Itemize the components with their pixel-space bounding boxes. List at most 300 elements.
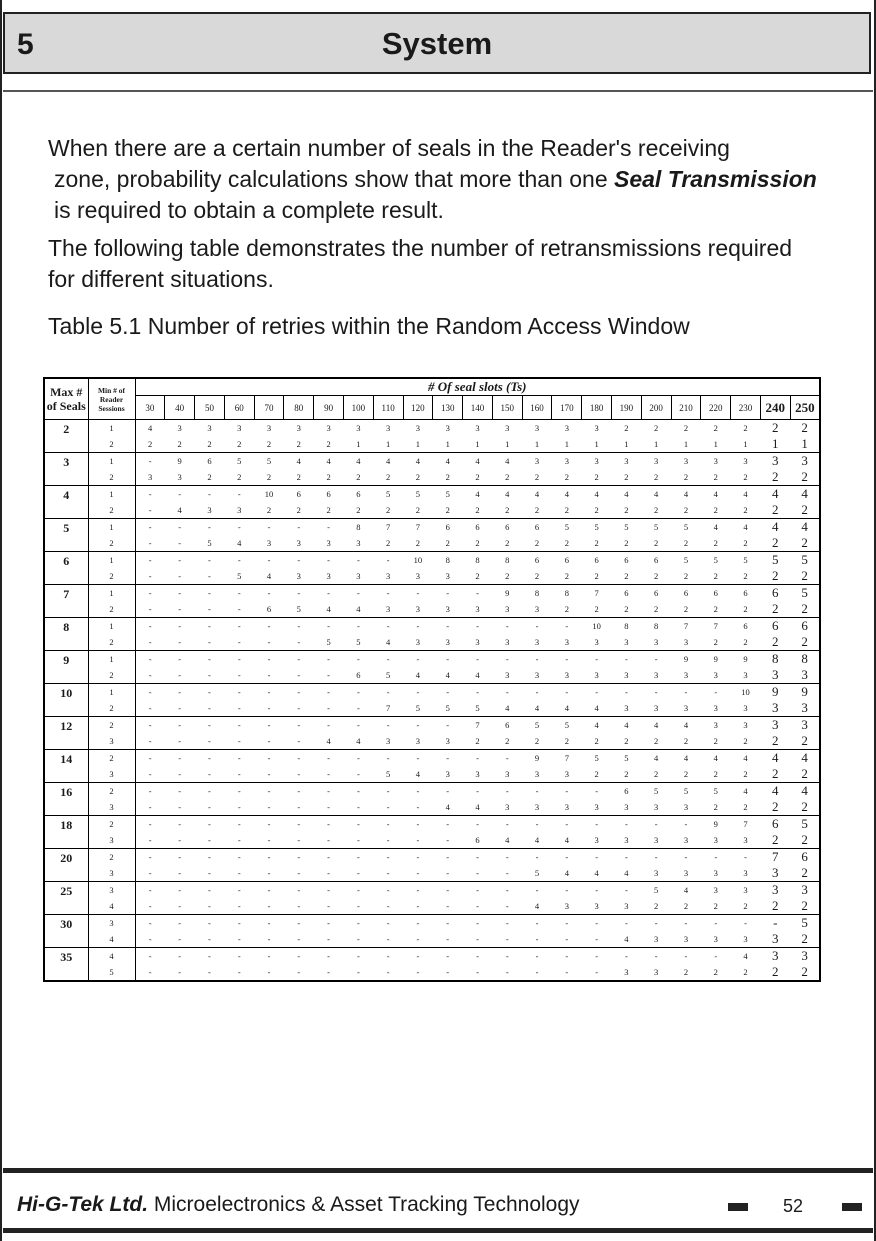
retries-cell: - bbox=[178, 538, 182, 548]
retries-cell: - bbox=[505, 967, 509, 977]
retries-cell: 3 bbox=[701, 453, 731, 470]
retries-cell: - bbox=[446, 967, 450, 977]
retries-cell: 2 bbox=[772, 568, 779, 583]
retries-cell: 5 bbox=[326, 637, 331, 647]
retries-cell: 3 bbox=[373, 420, 403, 437]
retries-cell: 3 bbox=[195, 420, 225, 437]
retries-cell: 3 bbox=[415, 736, 421, 746]
retries-cell: - bbox=[224, 882, 254, 899]
retries-cell: 5 bbox=[534, 868, 540, 878]
slot-header-220: 220 bbox=[701, 396, 731, 420]
retries-cell: 1 bbox=[683, 439, 689, 449]
retries-cell: 2 bbox=[534, 505, 540, 515]
retries-cell: 2 bbox=[743, 571, 748, 581]
retries-cell: 4 bbox=[522, 486, 552, 503]
retries-cell: - bbox=[492, 750, 522, 767]
retries-cell: 5 bbox=[237, 571, 242, 581]
retries-cell: - bbox=[224, 915, 254, 932]
retries-cell: 2 bbox=[624, 472, 629, 482]
retries-cell: 2 bbox=[683, 901, 689, 911]
retries-cell: - bbox=[297, 835, 301, 845]
retries-cell: - bbox=[267, 637, 271, 647]
retries-cell: 3 bbox=[505, 670, 510, 680]
retries-cell: - bbox=[314, 717, 344, 734]
retries-cell: - bbox=[224, 717, 254, 734]
max-seals-cell: 16 bbox=[44, 783, 88, 816]
retries-cell: 2 bbox=[772, 502, 779, 517]
retries-cell: - bbox=[373, 552, 403, 569]
retries-cell: - bbox=[224, 519, 254, 536]
retries-cell: 2 bbox=[701, 420, 731, 437]
retries-cell: - bbox=[492, 882, 522, 899]
retries-cell: 2 bbox=[624, 571, 629, 581]
retries-cell: 2 bbox=[683, 505, 689, 515]
max-seals-cell: 8 bbox=[44, 618, 88, 651]
retries-cell: - bbox=[178, 967, 182, 977]
retries-cell: 3 bbox=[654, 670, 659, 680]
retries-cell: - bbox=[671, 849, 701, 866]
retries-cell: 5 bbox=[552, 717, 582, 734]
retries-cell: 2 bbox=[654, 901, 659, 911]
retries-cell: 2 bbox=[801, 931, 808, 946]
retries-cell: - bbox=[224, 849, 254, 866]
retries-cell: 3 bbox=[356, 538, 361, 548]
retries-cell: 4 bbox=[731, 750, 761, 767]
retries-cell: 6 bbox=[522, 519, 552, 536]
retries-cell: 3 bbox=[594, 637, 599, 647]
retries-cell: 2 bbox=[594, 736, 599, 746]
retries-cell: 8 bbox=[641, 618, 671, 635]
retries-cell: - bbox=[237, 703, 241, 713]
retries-cell: 7 bbox=[701, 618, 731, 635]
retries-cell: - bbox=[386, 868, 390, 878]
retries-cell: - bbox=[135, 948, 165, 965]
retries-cell: 3 bbox=[760, 453, 790, 470]
slot-header-100: 100 bbox=[343, 396, 373, 420]
table-row bbox=[44, 816, 820, 833]
retries-cell: - bbox=[505, 901, 509, 911]
retries-cell: 2 bbox=[713, 604, 718, 614]
retries-cell: 3 bbox=[683, 637, 689, 647]
retries-cell: - bbox=[254, 816, 284, 833]
retries-cell: 8 bbox=[790, 651, 820, 668]
retries-cell: 3 bbox=[772, 667, 779, 682]
retries-cell: 2 bbox=[296, 472, 301, 482]
retries-cell: 3 bbox=[403, 420, 433, 437]
retries-cell: - bbox=[327, 835, 330, 845]
table-row bbox=[44, 684, 820, 701]
min-sessions-cell: 2 bbox=[88, 568, 135, 585]
retries-cell: 2 bbox=[326, 472, 331, 482]
retries-cell: - bbox=[446, 835, 450, 845]
retries-cell: 2 bbox=[534, 472, 540, 482]
retries-cell: 2 bbox=[713, 571, 718, 581]
retries-cell: - bbox=[373, 783, 403, 800]
retries-cell: 2 bbox=[772, 634, 779, 649]
retries-cell: - bbox=[582, 948, 612, 965]
retries-cell: 2 bbox=[683, 571, 689, 581]
retries-cell: 2 bbox=[671, 420, 701, 437]
retries-cell: - bbox=[135, 618, 165, 635]
footer-divider-bottom bbox=[3, 1228, 873, 1233]
retries-cell: 4 bbox=[671, 750, 701, 767]
retries-cell: - bbox=[254, 915, 284, 932]
retries-cell: 1 bbox=[624, 439, 629, 449]
max-seals-cell: 2 bbox=[44, 420, 88, 453]
table-row bbox=[44, 585, 820, 602]
retries-cell: - bbox=[552, 783, 582, 800]
slot-header-120: 120 bbox=[403, 396, 433, 420]
retries-cell: - bbox=[135, 684, 165, 701]
retries-cell: 2 bbox=[612, 420, 642, 437]
retries-cell: - bbox=[135, 783, 165, 800]
retries-cell: 3 bbox=[790, 882, 820, 899]
min-sessions-cell: 1 bbox=[88, 651, 135, 668]
retries-cell: - bbox=[237, 637, 241, 647]
retries-cell: - bbox=[327, 967, 330, 977]
retries-cell: - bbox=[522, 948, 552, 965]
retries-cell: 2 bbox=[534, 538, 540, 548]
retries-cell: 6 bbox=[641, 585, 671, 602]
retries-cell: 3 bbox=[534, 670, 540, 680]
retries-cell: 6 bbox=[612, 585, 642, 602]
retries-cell: 4 bbox=[534, 901, 540, 911]
chapter-header bbox=[3, 12, 871, 74]
retries-cell: - bbox=[671, 684, 701, 701]
retries-cell: - bbox=[297, 802, 301, 812]
retries-cell: 3 bbox=[492, 420, 522, 437]
retries-cell: 3 bbox=[654, 967, 659, 977]
retries-cell: - bbox=[208, 736, 211, 746]
retries-cell: - bbox=[701, 849, 731, 866]
retries-cell: - bbox=[343, 552, 373, 569]
retries-cell: 8 bbox=[343, 519, 373, 536]
retries-cell: - bbox=[254, 717, 284, 734]
header-min-sessions: Min # of Reader Sessions bbox=[88, 378, 135, 420]
retries-cell: 2 bbox=[386, 538, 391, 548]
retries-cell: 3 bbox=[534, 802, 540, 812]
retries-cell: - bbox=[195, 585, 225, 602]
table-row bbox=[44, 519, 820, 536]
footer-text bbox=[17, 1193, 580, 1217]
max-seals-cell: 5 bbox=[44, 519, 88, 552]
retries-cell: 2 bbox=[654, 736, 659, 746]
retries-cell: 2 bbox=[801, 964, 808, 979]
min-sessions-cell: 2 bbox=[88, 634, 135, 651]
retries-cell: - bbox=[416, 934, 420, 944]
retries-cell: 3 bbox=[790, 453, 820, 470]
retries-cell: 1 bbox=[386, 439, 391, 449]
retries-cell: 2 bbox=[326, 505, 331, 515]
retries-cell: - bbox=[463, 849, 493, 866]
retries-cell: - bbox=[224, 651, 254, 668]
retries-cell: 4 bbox=[415, 769, 421, 779]
retries-cell: - bbox=[492, 783, 522, 800]
retries-cell: 3 bbox=[624, 835, 629, 845]
retries-cell: 2 bbox=[266, 472, 272, 482]
retries-cell: - bbox=[446, 934, 450, 944]
min-sessions-cell: 2 bbox=[88, 601, 135, 618]
retries-cell: - bbox=[165, 585, 195, 602]
retries-cell: 6 bbox=[760, 585, 790, 602]
retries-cell: - bbox=[522, 618, 552, 635]
retries-cell: 4 bbox=[135, 420, 165, 437]
retries-cell: - bbox=[165, 882, 195, 899]
retries-cell: - bbox=[535, 967, 539, 977]
retries-cell: 3 bbox=[654, 835, 659, 845]
retries-cell: - bbox=[135, 519, 165, 536]
retries-cell: 4 bbox=[731, 519, 761, 536]
min-sessions-cell: 3 bbox=[88, 882, 135, 899]
retries-cell: 2 bbox=[801, 766, 808, 781]
retries-cell: 3 bbox=[743, 934, 748, 944]
retries-cell: - bbox=[135, 816, 165, 833]
retries-cell: 3 bbox=[386, 736, 391, 746]
retries-cell: - bbox=[237, 868, 241, 878]
retries-cell: 4 bbox=[475, 670, 480, 680]
retries-cell: 3 bbox=[415, 571, 421, 581]
retries-cell: 3 bbox=[326, 538, 331, 548]
retries-cell: 5 bbox=[296, 604, 301, 614]
retries-cell: - bbox=[178, 703, 182, 713]
retries-cell: 2 bbox=[654, 571, 659, 581]
retries-cell: 2 bbox=[445, 505, 450, 515]
retries-cell: 2 bbox=[594, 538, 599, 548]
footer-dash-left bbox=[728, 1203, 748, 1211]
retries-cell: - bbox=[463, 882, 493, 899]
max-seals-cell: 14 bbox=[44, 750, 88, 783]
retries-cell: 3 bbox=[654, 802, 659, 812]
retries-cell: - bbox=[582, 783, 612, 800]
slot-header-50: 50 bbox=[195, 396, 225, 420]
table-row bbox=[44, 832, 820, 849]
retries-cell: 5 bbox=[790, 915, 820, 932]
retries-cell: 3 bbox=[654, 703, 659, 713]
retries-cell: - bbox=[552, 651, 582, 668]
retries-cell: 2 bbox=[641, 420, 671, 437]
retries-cell: 2 bbox=[356, 472, 361, 482]
retries-cell: - bbox=[373, 750, 403, 767]
retries-cell: - bbox=[297, 868, 301, 878]
retries-cell: 3 bbox=[594, 835, 599, 845]
retries-cell: 5 bbox=[790, 816, 820, 833]
retries-cell: 3 bbox=[445, 637, 450, 647]
retries-cell: - bbox=[224, 783, 254, 800]
retries-cell: 4 bbox=[731, 783, 761, 800]
table-row bbox=[44, 964, 820, 981]
retries-cell: 4 bbox=[534, 703, 540, 713]
retries-cell: 4 bbox=[701, 519, 731, 536]
footer-divider-top bbox=[3, 1168, 873, 1173]
retries-cell: - bbox=[373, 915, 403, 932]
retries-cell: - bbox=[148, 967, 152, 977]
retries-cell: 5 bbox=[386, 670, 391, 680]
retries-cell: 9 bbox=[522, 750, 552, 767]
retries-cell: 4 bbox=[564, 868, 569, 878]
retries-cell: - bbox=[178, 835, 182, 845]
retries-cell: 2 bbox=[713, 967, 718, 977]
slot-header-250: 250 bbox=[790, 396, 820, 420]
retries-cell: - bbox=[552, 948, 582, 965]
retries-cell: - bbox=[284, 882, 314, 899]
retries-cell: - bbox=[148, 901, 152, 911]
retries-cell: 2 bbox=[760, 420, 790, 437]
retries-cell: - bbox=[505, 934, 509, 944]
retries-cell: 3 bbox=[552, 420, 582, 437]
retries-cell: 5 bbox=[671, 783, 701, 800]
retries-cell: 3 bbox=[654, 868, 659, 878]
retries-cell: 2 bbox=[445, 538, 450, 548]
min-sessions-cell: 2 bbox=[88, 750, 135, 767]
retries-cell: - bbox=[373, 816, 403, 833]
retries-cell: 2 bbox=[207, 439, 212, 449]
retries-cell: 2 bbox=[564, 571, 569, 581]
retries-cell: - bbox=[208, 670, 211, 680]
retries-cell: - bbox=[148, 769, 152, 779]
retries-cell: - bbox=[237, 604, 241, 614]
retries-cell: - bbox=[314, 651, 344, 668]
retries-cell: 5 bbox=[612, 750, 642, 767]
retries-cell: 5 bbox=[403, 486, 433, 503]
retries-cell: 3 bbox=[564, 901, 569, 911]
retries-cell: 2 bbox=[594, 472, 599, 482]
retries-cell: - bbox=[314, 585, 344, 602]
retries-cell: - bbox=[195, 882, 225, 899]
retries-cell: - bbox=[284, 948, 314, 965]
retries-cell: 2 bbox=[564, 505, 569, 515]
retries-cell: 4 bbox=[790, 519, 820, 536]
retries-cell: - bbox=[165, 552, 195, 569]
retries-cell: - bbox=[343, 717, 373, 734]
retries-cell: 3 bbox=[654, 637, 659, 647]
retries-cell: - bbox=[208, 868, 211, 878]
retries-cell: - bbox=[314, 552, 344, 569]
retries-cell: 3 bbox=[505, 802, 510, 812]
retries-cell: 2 bbox=[772, 799, 779, 814]
retries-cell: 3 bbox=[713, 934, 718, 944]
retries-cell: 2 bbox=[683, 538, 689, 548]
retries-cell: 2 bbox=[801, 865, 808, 880]
retries-cell: 4 bbox=[790, 783, 820, 800]
retries-cell: 5 bbox=[356, 637, 361, 647]
retransmission-paragraph: The following table demonstrates the number of retransmissions required for different situations. bbox=[48, 235, 793, 292]
retries-cell: 2 bbox=[743, 637, 748, 647]
intro-line-1: When there are a certain number of seals in the Reader's receiving bbox=[48, 135, 730, 161]
retries-cell: 2 bbox=[534, 736, 540, 746]
table-row bbox=[44, 931, 820, 948]
slot-header-60: 60 bbox=[224, 396, 254, 420]
retries-cell: 5 bbox=[582, 750, 612, 767]
retries-cell: - bbox=[208, 703, 211, 713]
retries-cell: 2 bbox=[386, 505, 391, 515]
retries-cell: - bbox=[612, 651, 642, 668]
retries-cell: 2 bbox=[654, 472, 659, 482]
retries-cell: - bbox=[612, 849, 642, 866]
retries-cell: 1 bbox=[505, 439, 510, 449]
max-seals-cell: 4 bbox=[44, 486, 88, 519]
max-seals-cell: 6 bbox=[44, 552, 88, 585]
retries-cell: - bbox=[522, 783, 552, 800]
retries-cell: 3 bbox=[612, 453, 642, 470]
retries-cell: 5 bbox=[641, 519, 671, 536]
retries-cell: 10 bbox=[403, 552, 433, 569]
page-frame-left bbox=[0, 0, 2, 1241]
table-row bbox=[44, 453, 820, 470]
retries-cell: - bbox=[284, 618, 314, 635]
retries-cell: 5 bbox=[433, 486, 463, 503]
retries-cell: - bbox=[178, 802, 182, 812]
retries-cell: - bbox=[254, 882, 284, 899]
retries-cell: 3 bbox=[790, 948, 820, 965]
seal-transmission-term: Seal Transmission bbox=[614, 166, 817, 192]
retries-cell: 3 bbox=[415, 637, 421, 647]
slot-header-40: 40 bbox=[165, 396, 195, 420]
retries-cell: - bbox=[224, 948, 254, 965]
retries-cell: - bbox=[433, 585, 463, 602]
retries-cell: - bbox=[148, 868, 152, 878]
retries-cell: - bbox=[284, 915, 314, 932]
retries-cell: - bbox=[386, 934, 390, 944]
retries-cell: 5 bbox=[254, 453, 284, 470]
table-row bbox=[44, 634, 820, 651]
retries-cell: 5 bbox=[415, 703, 421, 713]
retries-cell: - bbox=[224, 684, 254, 701]
retries-cell: 3 bbox=[356, 571, 361, 581]
retries-cell: - bbox=[373, 717, 403, 734]
retries-cell: - bbox=[612, 684, 642, 701]
retries-cell: 5 bbox=[641, 783, 671, 800]
retries-cell: - bbox=[446, 901, 450, 911]
retries-cell: - bbox=[267, 802, 271, 812]
retries-cell: 4 bbox=[475, 802, 480, 812]
slot-header-140: 140 bbox=[463, 396, 493, 420]
retries-cell: 2 bbox=[743, 505, 748, 515]
retries-cell: - bbox=[416, 835, 420, 845]
retries-cell: 4 bbox=[671, 717, 701, 734]
retries-cell: 4 bbox=[343, 453, 373, 470]
header-divider bbox=[3, 90, 873, 92]
retries-cell: 4 bbox=[433, 453, 463, 470]
retries-cell: - bbox=[492, 915, 522, 932]
retries-cell: - bbox=[284, 783, 314, 800]
retries-cell: - bbox=[224, 618, 254, 635]
retries-cell: 6 bbox=[195, 453, 225, 470]
retries-cell: - bbox=[343, 750, 373, 767]
intro-line-2: zone, probability calculations show that more than one Seal Transmission is required to obtain a complete result. bbox=[54, 166, 817, 223]
retries-cell: - bbox=[224, 585, 254, 602]
retries-cell: - bbox=[237, 934, 241, 944]
retries-cell: 4 bbox=[731, 948, 761, 965]
retries-cell: 2 bbox=[505, 571, 510, 581]
retries-cell: 3 bbox=[522, 420, 552, 437]
min-sessions-cell: 5 bbox=[88, 964, 135, 981]
retries-cell: 2 bbox=[415, 538, 421, 548]
retries-cell: - bbox=[224, 750, 254, 767]
retries-cell: - bbox=[535, 934, 539, 944]
retries-cell: - bbox=[135, 486, 165, 503]
retries-cell: - bbox=[386, 967, 390, 977]
retries-cell: 3 bbox=[701, 882, 731, 899]
retries-cell: - bbox=[195, 915, 225, 932]
retries-cell: 2 bbox=[505, 736, 510, 746]
retries-cell: 5 bbox=[445, 703, 450, 713]
retries-cell: - bbox=[641, 816, 671, 833]
retries-cell: 3 bbox=[266, 538, 272, 548]
retries-cell: 2 bbox=[475, 736, 480, 746]
retries-cell: - bbox=[386, 802, 390, 812]
retries-cell: - bbox=[267, 769, 271, 779]
retries-cell: 10 bbox=[582, 618, 612, 635]
